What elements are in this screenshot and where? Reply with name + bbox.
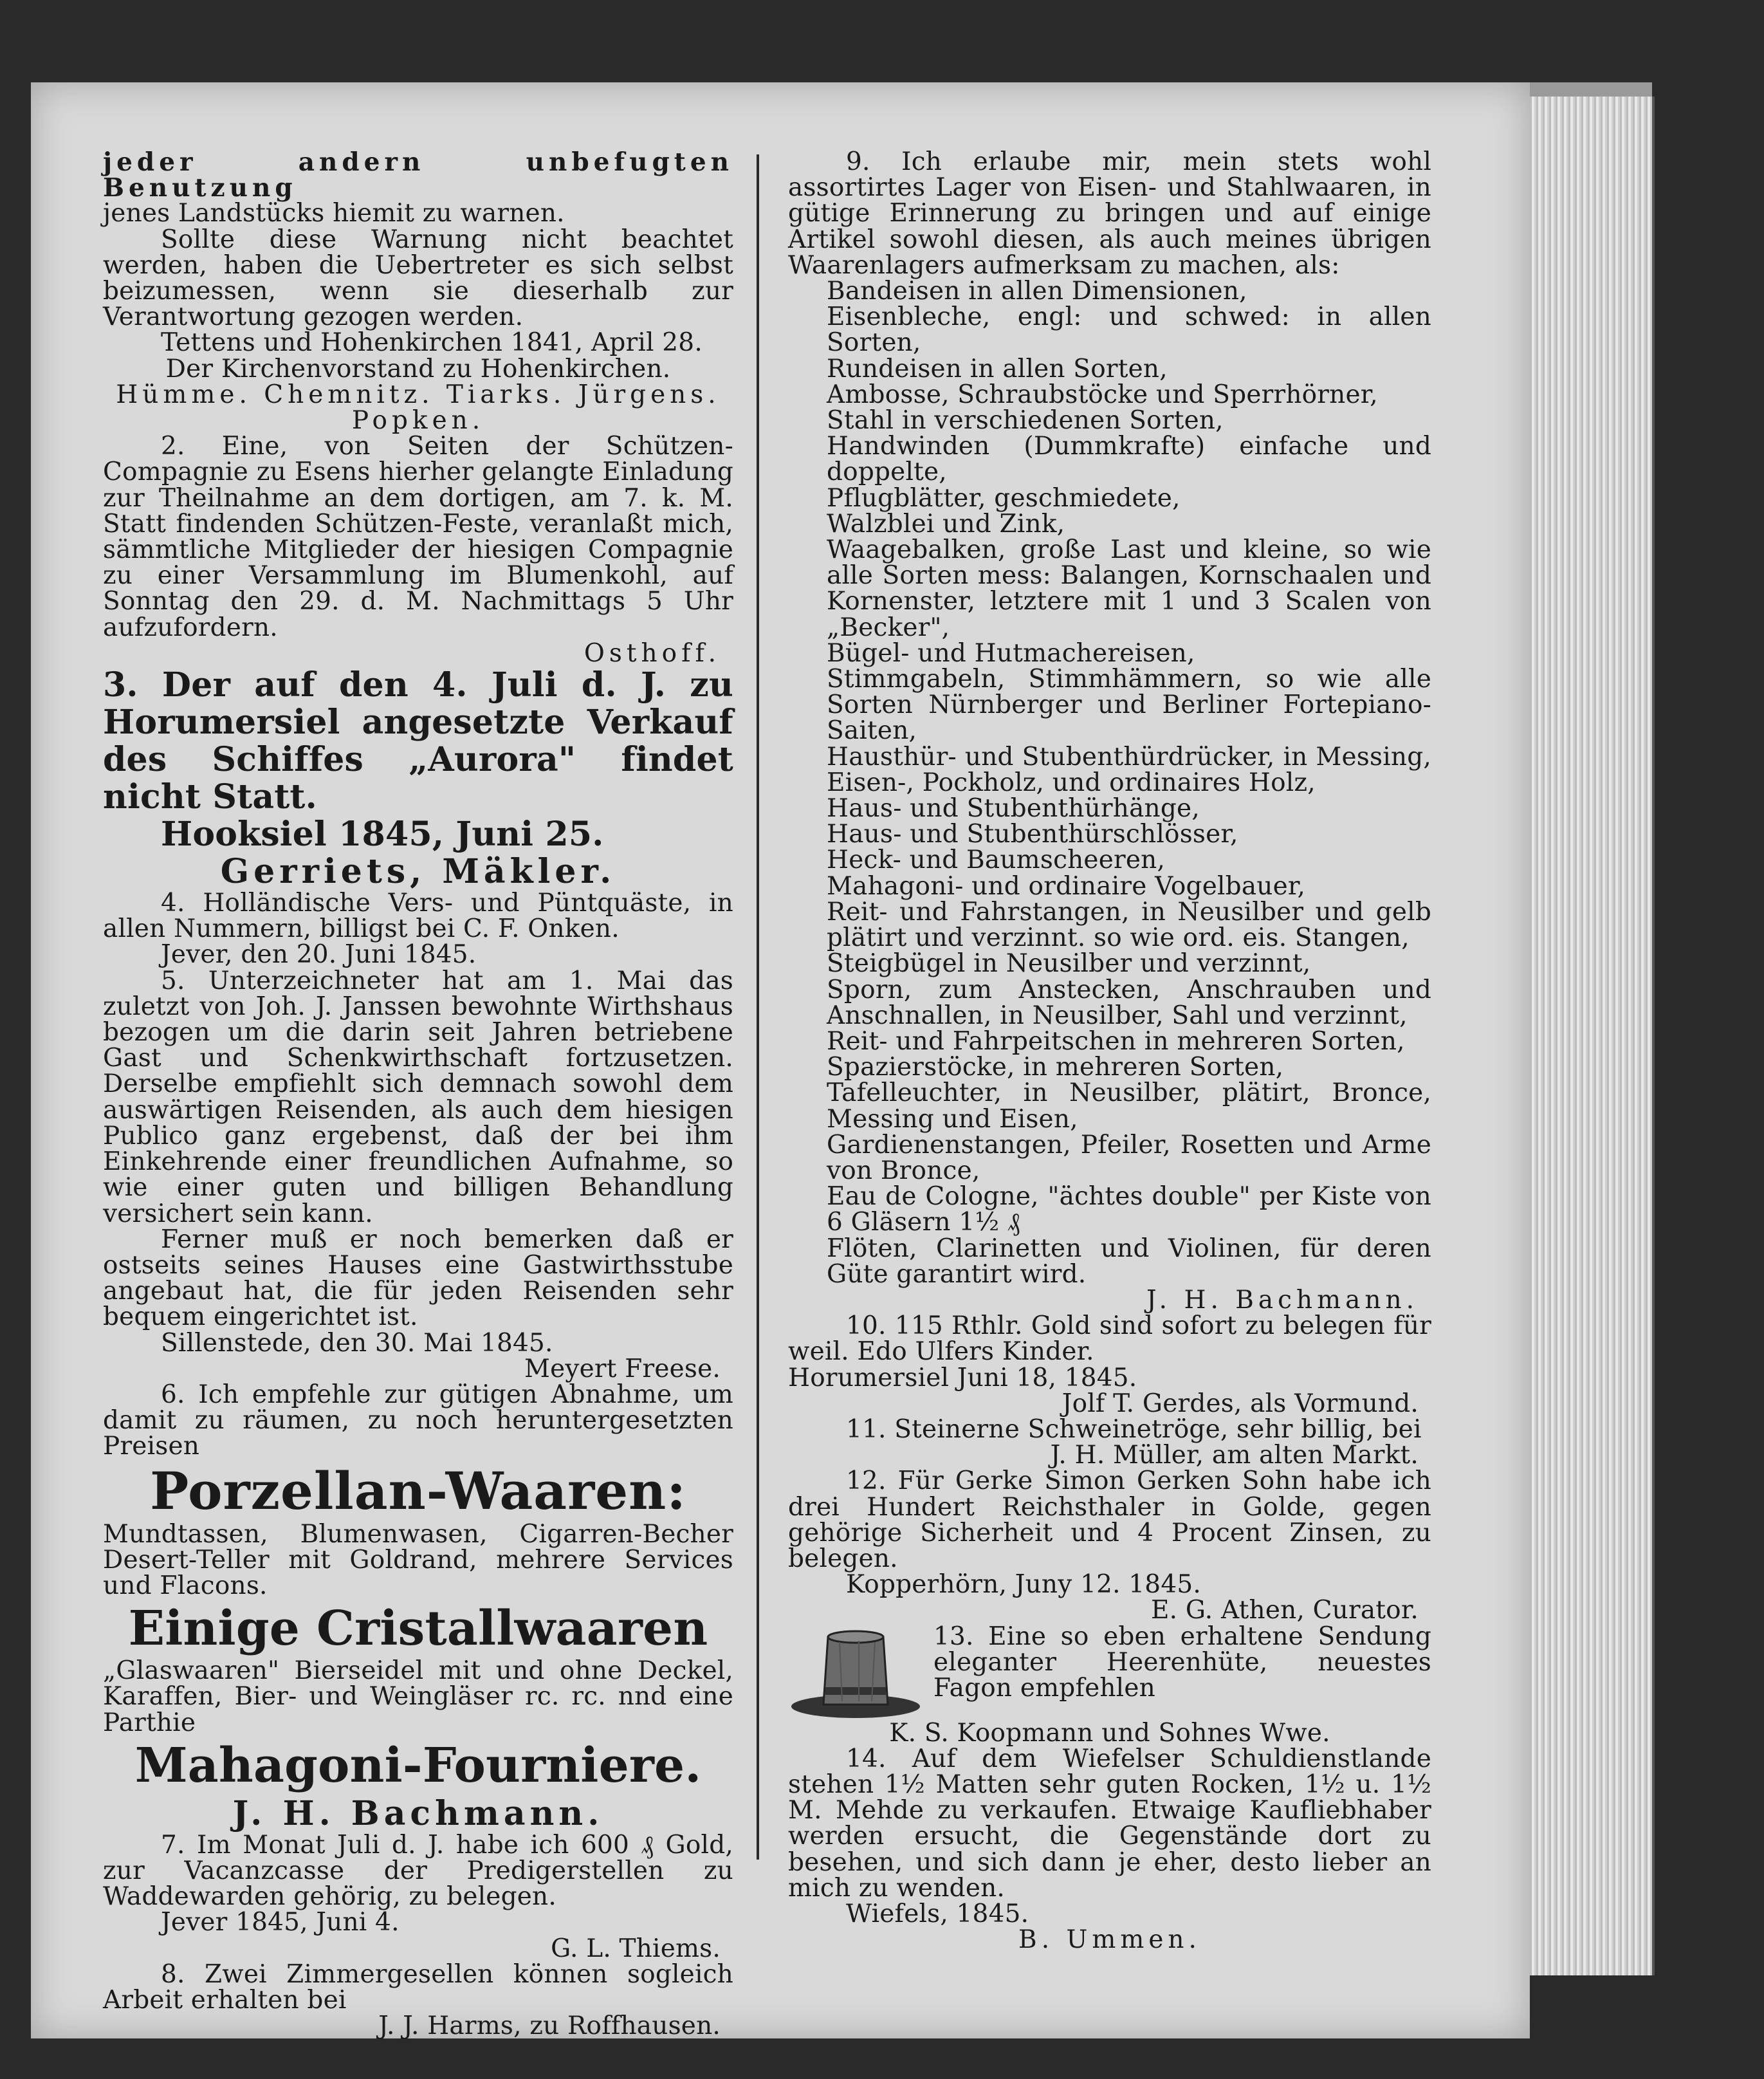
text-line: jenes Landstücks hiemit zu warnen.	[103, 199, 565, 228]
signature: K. S. Koopmann und Sohnes Wwe.	[889, 1718, 1330, 1748]
notice-14: 14. Auf dem Wiefelser Schuldienstlande stehen 1½ Matten sehr guten Rocken, 1½ u. 1½ M. Mehde zu verkaufen. Etwaige Kaufliebhaber werden ersucht, die Gegenstände dort zu besehen, und sich dann je eher, desto lieber an mich zu wenden.	[788, 1744, 1431, 1903]
list-item: Mahagoni- und ordinaire Vogelbauer,	[827, 871, 1306, 901]
signature: J. J. Harms, zu Roffhausen.	[378, 2011, 721, 2041]
signature: E. G. Athen, Curator.	[1150, 1596, 1419, 1625]
signature: J. H. Bachmann.	[1146, 1285, 1419, 1315]
headline-porzellan: Porzellan-Waaren:	[150, 1460, 686, 1521]
list-item: Reit- und Fahrpeitschen in mehreren Sorten,	[827, 1026, 1405, 1056]
notice-4: 4. Holländische Vers- und Püntquäste, in allen Nummern, billigst bei C. F. Onken.	[103, 889, 733, 944]
paragraph: 13. Eine so eben erhaltene Sendung eleganter Heerenhüte, neuestes Fagon empfehlen	[933, 1622, 1431, 1703]
list-item: Waagebalken, große Last und kleine, so wie alle Sorten mess: Balangen, Kornschaalen und Kornenster, letztere mit 1 und 3 Scalen von „Becker",	[827, 535, 1431, 642]
paragraph: Ferner muß er noch bemerken daß er ostseits seines Hauses eine Gastwirthsstube angebaut hat, die für jeden Reisenden sehr bequem eingerichtet ist.	[103, 1224, 733, 1332]
notice-9: 9. Ich erlaube mir, mein stets wohl assortirtes Lager von Eisen- und Stahlwaaren, in gütige Erinnerung zu bringen und auf einige Artikel sowohl diesen, als auch meines übrigen Waarenlagers aufmerksam zu machen, als:	[788, 147, 1431, 280]
list-item: Haus- und Stubenthürhänge,	[827, 794, 1200, 824]
list-item: Rundeisen in allen Sorten,	[827, 354, 1168, 383]
notice-6: 6. Ich empfehle zur gütigen Abnahme, um damit zu räumen, zu noch heruntergesetzten Preisen	[103, 1380, 733, 1461]
dateline: Wiefels, 1845.	[846, 1899, 1029, 1928]
list-item: Reit- und Fahrstangen, in Neusilber und gelb plätirt und verzinnt. so wie ord. eis. Stangen,	[827, 897, 1431, 953]
dateline: Hooksiel 1845, Juni 25.	[161, 815, 604, 855]
right-column	[788, 149, 1431, 1953]
list-item: Spazierstöcke, in mehreren Sorten,	[827, 1053, 1284, 1082]
signature: B. Ummen.	[1018, 1925, 1201, 1955]
notice-5: 5. Unterzeichneter hat am 1. Mai das zuletzt von Joh. J. Janssen bewohnte Wirthshaus bezogen um die darin seit Jahren betriebene Gast und Schenkwirthschaft fortzusetzen. Derselbe empfiehlt sich demnach sowohl dem auswärtigen Reisenden, als auch dem hiesigen Publico ganz ergebenst, daß der bei ihm Einkehrende einer freundlichen Aufnahme, so wie einer guten und billigen Behandlung versichert sein kann.	[103, 966, 733, 1228]
signature: J. H. Bachmann.	[232, 1793, 604, 1833]
notice-11: 11. Steinerne Schweinetröge, sehr billig, bei	[846, 1414, 1422, 1444]
list-item: Steigbügel in Neusilber und verzinnt,	[827, 949, 1311, 979]
dateline: Jever 1845, Juni 4.	[161, 1908, 400, 1937]
list-item: Stimmgabeln, Stimmhämmern, so wie alle Sorten Nürnberger und Berliner Fortepiano-Saiten,	[827, 665, 1431, 746]
list-item: Bügel- und Hutmachereisen,	[827, 638, 1195, 668]
signature: Meyert Freese.	[524, 1354, 721, 1383]
list-item: Tafelleuchter, in Neusilber, plätirt, Bronce, Messing und Eisen,	[827, 1078, 1431, 1134]
list-item: Heck- und Baumscheeren,	[827, 845, 1166, 875]
list-item: Hausthür- und Stubenthürdrücker, in Messing, Eisen-, Pockholz, und ordinaires Holz,	[827, 742, 1431, 797]
signature: J. H. Müller, am alten Markt.	[1050, 1441, 1419, 1470]
list-item: Eisenbleche, engl: und schwed: in allen Sorten,	[827, 302, 1431, 358]
list-item: Bandeisen in allen Dimensionen,	[827, 277, 1247, 306]
dateline: Sillenstede, den 30. Mai 1845.	[161, 1328, 553, 1358]
signature: Gerriets, Mäkler.	[220, 852, 616, 892]
signature: Osthoff.	[583, 638, 721, 668]
notice-3: 3. Der auf den 4. Juli d. J. zu Horumersiel angesetzte Verkauf des Schiffes „Aurora" findet nicht Statt.	[103, 665, 733, 817]
signature: G. L. Thiems.	[551, 1934, 721, 1963]
list-item: Sporn, zum Anstecken, Anschrauben und Anschnallen, in Neusilber, Sahl und verzinnt,	[827, 975, 1431, 1030]
notice-10: 10. 115 Rthlr. Gold sind sofort zu belegen für weil. Edo Ulfers Kinder.	[788, 1311, 1431, 1367]
paragraph: Sollte diese Warnung nicht beachtet werden, haben die Uebertreter es sich selbst beizumessen, wenn sie dieserhalb zur Verantwortung gezogen werden.	[103, 225, 733, 332]
list-item: Stahl in verschiedenen Sorten,	[827, 406, 1224, 436]
dateline: Tettens und Hohenkirchen 1841, April 28.	[161, 328, 703, 358]
signature-names: Hümme. Chemnitz. Tiarks. Jürgens. Popken.	[116, 380, 721, 436]
column-divider	[757, 154, 759, 1860]
paragraph: Mundtassen, Blumenwasen, Cigarren-Becher Desert-Teller mit Goldrand, mehrere Services und Flacons.	[103, 1519, 733, 1600]
list-item: Handwinden (Dummkrafte) einfache und doppelte,	[827, 432, 1431, 487]
notice-13	[788, 1624, 1431, 1721]
notice-7: 7. Im Monat Juli d. J. habe ich 600 ₰ Gold, zur Vacanzcasse der Predigerstellen zu Waddewarden gehörig, zu belegen.	[103, 1830, 733, 1912]
book-page-edges	[1530, 97, 1655, 1975]
list-item: Ambosse, Schraubstöcke und Sperrhörner,	[827, 380, 1378, 409]
headline-cristall: Einige Cristallwaaren	[128, 1601, 708, 1657]
headline-mahagoni: Mahagoni-Fourniere.	[134, 1737, 702, 1793]
notice-12: 12. Für Gerke Simon Gerken Sohn habe ich drei Hundert Reichsthaler in Golde, gegen gehörige Sicherheit und 4 Procent Zinsen, zu belegen.	[788, 1466, 1431, 1573]
list-item: Walzblei und Zink,	[827, 509, 1065, 539]
list-item: Pflugblätter, geschmiedete,	[827, 483, 1181, 513]
list-item: Flöten, Clarinetten und Violinen, für deren Güte garantirt wird.	[827, 1234, 1431, 1289]
signature: Jolf T. Gerdes, als Vormund.	[1061, 1389, 1419, 1418]
list-item: Haus- und Stubenthürschlösser,	[827, 820, 1238, 849]
dateline: Jever, den 20. Juni 1845.	[161, 940, 477, 970]
dateline: Horumersiel Juni 18, 1845.	[788, 1363, 1137, 1392]
notice-2: 2. Eine, von Seiten der Schützen-Compagnie zu Esens hierher gelangte Einladung zur Theilnahme an dem dortigen, am 7. k. M. Statt findenden Schützen-Feste, veranlaßt mich, sämmtliche Mitglieder der hiesigen Compagnie zu einer Versammlung im Blumenkohl, auf Sonntag den 29. d. M. Nachmittags 5 Uhr aufzufordern.	[103, 432, 733, 642]
notice-8: 8. Zwei Zimmergesellen können sogleich Arbeit erhalten bei	[103, 1959, 733, 2015]
list-item: Gardienenstangen, Pfeiler, Rosetten und Arme von Bronce,	[827, 1130, 1431, 1185]
signature: Der Kirchenvorstand zu Hohenkirchen.	[165, 354, 671, 383]
text-line: jeder andern unbefugten Benutzung	[103, 147, 733, 203]
left-column	[103, 149, 733, 2039]
paragraph: „Glaswaaren" Bierseidel mit und ohne Deckel, Karaffen, Bier- und Weingläser rc. rc. nnd eine Parthie	[103, 1656, 733, 1737]
item-list	[788, 279, 1431, 1288]
dateline: Kopperhörn, Juny 12. 1845.	[846, 1570, 1201, 1600]
list-item: Eau de Cologne, "ächtes double" per Kiste von 6 Gläsern 1½ ₰	[827, 1182, 1431, 1237]
top-hat-icon	[788, 1624, 923, 1721]
